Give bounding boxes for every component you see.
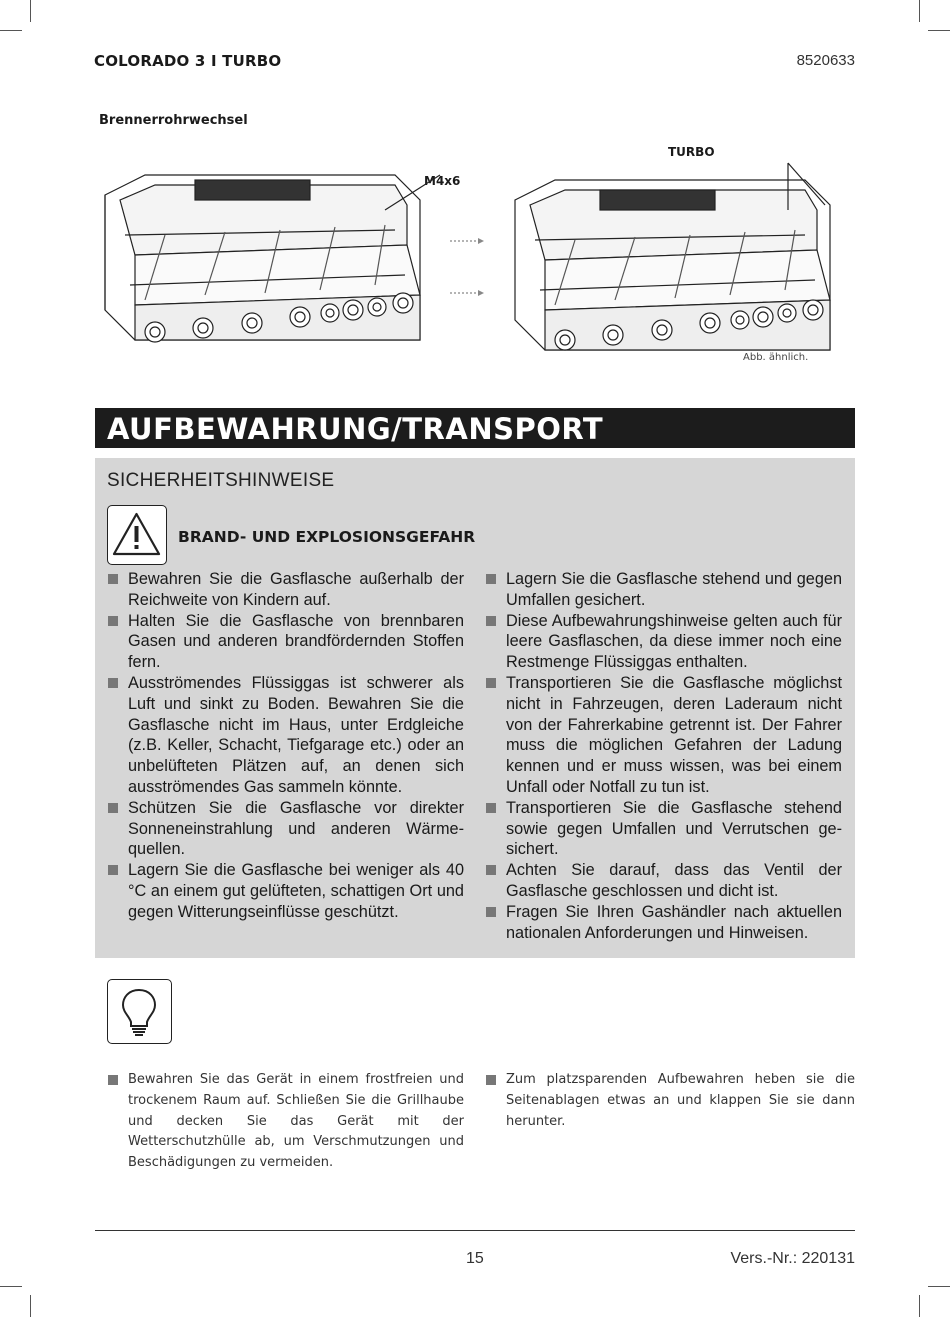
tip-list-right [485,1070,855,1132]
header-title: COLORADO 3 I TURBO [94,52,282,70]
list-item: Bewahren Sie das Gerät in einem frostfreien und trockenem Raum auf. Schließen Sie die Grillhaube und decken Sie das Gerät mit der Wetterschutzhülle ab, um Verschmutzungen und Beschädigungen zu vermeiden. [107,1070,464,1174]
crop-mark [30,0,31,22]
tip-icon-box [107,979,172,1044]
safety-list-left [107,569,464,923]
list-item: Diese Aufbewahrungshinweise gelten auch für leere Gasflaschen, da diese immer noch eine Restmenge Flüssiggas enthalten. [485,611,842,673]
footer-divider [95,1230,855,1231]
list-item: Bewahren Sie die Gasflasche außerhalb der Reichweite von Kindern auf. [107,569,464,611]
safety-list-right [485,569,842,943]
article-number: 8520633 [796,52,855,69]
list-item: Halten Sie die Gasflasche von brennbaren Gasen und anderen brandfördernden Stoffen fern. [107,611,464,673]
section-header [95,408,855,448]
crop-mark [919,1295,920,1317]
crop-mark [30,1295,31,1317]
crop-mark [0,1286,22,1287]
transition-arrows [450,241,480,293]
crop-mark [919,0,920,22]
crop-mark [0,30,22,31]
grill-right [515,163,830,350]
lightbulb-icon [108,980,170,1042]
list-item: Lagern Sie die Gasflasche bei weniger als 40 °C an einem gut gelüfteten, schattigen Ort und gegen Witterungseinflüsse geschützt. [107,860,464,922]
version-number: Vers.-Nr.: 220131 [730,1250,855,1267]
safety-subtitle: SICHERHEITSHINWEISE [107,470,335,491]
list-item: Transportieren Sie die Gasflasche möglichst nicht in Fahrzeugen, deren Laderaum nicht von der Fahrerkabine getrennt ist. Der Fahrer muss die möglichen Gefahren der Ladung kennen und er muss wissen, was bei einem Unfall oder Notfall zu tun ist. [485,673,842,798]
warning-icon-box [107,505,167,565]
list-item: Ausströmendes Flüssiggas ist schwerer als Luft und sinkt zu Boden. Bewahren Sie die Gasflasche nicht im Haus, unter Erdgleiche (z.B. Keller, Schacht, Tiefgarage etc.) oder an unbelüfteten Plätzen auf, an denen sich ausströmendes Gas sammeln könnte. [107,673,464,798]
tip-list-left [107,1070,464,1174]
list-item: Schützen Sie die Gasflasche vor direkter Sonneneinstrahlung und anderen Wärmequellen. [107,798,464,860]
list-item: Achten Sie darauf, dass das Ventil der Gasflasche geschlossen und dicht ist. [485,860,842,902]
list-item: Zum platzsparenden Aufbewahren heben sie die Seitenablagen etwas an und klappen Sie sie dann herunter. [485,1070,855,1132]
grill-illustration [95,135,855,355]
figure-caption: Abb. ähnlich. [743,352,809,363]
list-item: Lagern Sie die Gasflasche stehend und gegen Umfallen gesichert. [485,569,842,611]
crop-mark [928,1286,950,1287]
screw-label: M4x6 [424,174,461,188]
warning-triangle-icon [108,506,165,563]
list-item: Transportieren Sie die Gasflasche stehend sowie gegen Umfallen und Verrutschen gesichert. [485,798,842,860]
grill-left [105,175,440,342]
warning-heading: BRAND- UND EXPLOSIONSGEFAHR [178,528,476,546]
figure-title: Brennerrohrwechsel [99,113,248,128]
crop-mark [928,30,950,31]
section-title: AUFBEWAHRUNG/TRANSPORT [107,412,604,446]
list-item: Fragen Sie Ihren Gashändler nach aktuellen nationalen Anforderungen und Hinweisen. [485,902,842,944]
page-number: 15 [466,1250,484,1267]
turbo-label: TURBO [668,145,715,159]
